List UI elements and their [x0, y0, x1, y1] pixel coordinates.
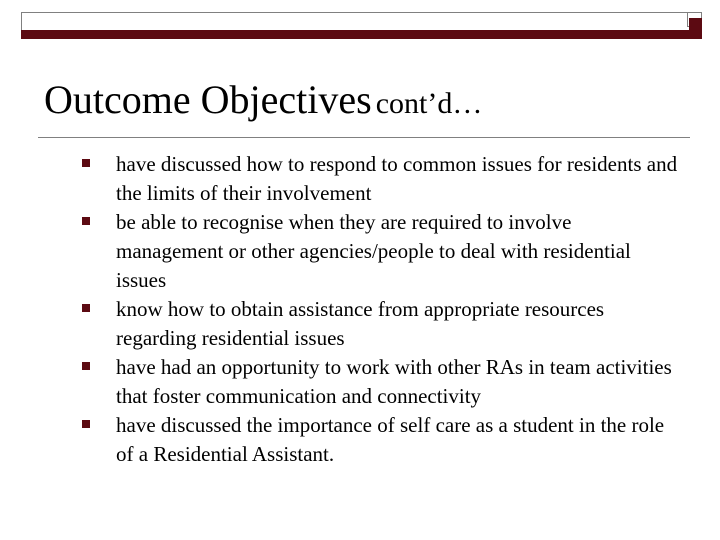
list-item-text: know how to obtain assistance from appropriate resources regarding residential issues	[116, 297, 605, 350]
slide-title-sub: cont’d…	[375, 87, 483, 120]
square-bullet-icon	[82, 159, 90, 167]
square-bullet-icon	[82, 217, 90, 225]
square-bullet-icon	[82, 362, 90, 370]
list-item	[82, 411, 682, 469]
list-item	[82, 353, 682, 411]
list-item-text: have discussed how to respond to common issues for residents and the limits of their involvement	[116, 152, 678, 205]
list-item	[82, 150, 682, 208]
slide-title	[44, 77, 483, 122]
list-item-text: have discussed the importance of self care as a student in the role of a Residential Assistant.	[116, 413, 665, 466]
header-corner-square-fill	[689, 18, 702, 30]
header-bar-accent	[21, 30, 702, 39]
square-bullet-icon	[82, 304, 90, 312]
list-item	[82, 208, 682, 295]
slide-title-main: Outcome Objectives	[44, 77, 372, 122]
list-item	[82, 295, 682, 353]
square-bullet-icon	[82, 420, 90, 428]
list-item-text: be able to recognise when they are required to involve management or other agencies/people to deal with residential issues	[116, 210, 631, 292]
list-item-text: have had an opportunity to work with other RAs in team activities that foster communication and connectivity	[116, 355, 672, 408]
title-divider	[38, 137, 690, 138]
objectives-list	[82, 150, 682, 469]
